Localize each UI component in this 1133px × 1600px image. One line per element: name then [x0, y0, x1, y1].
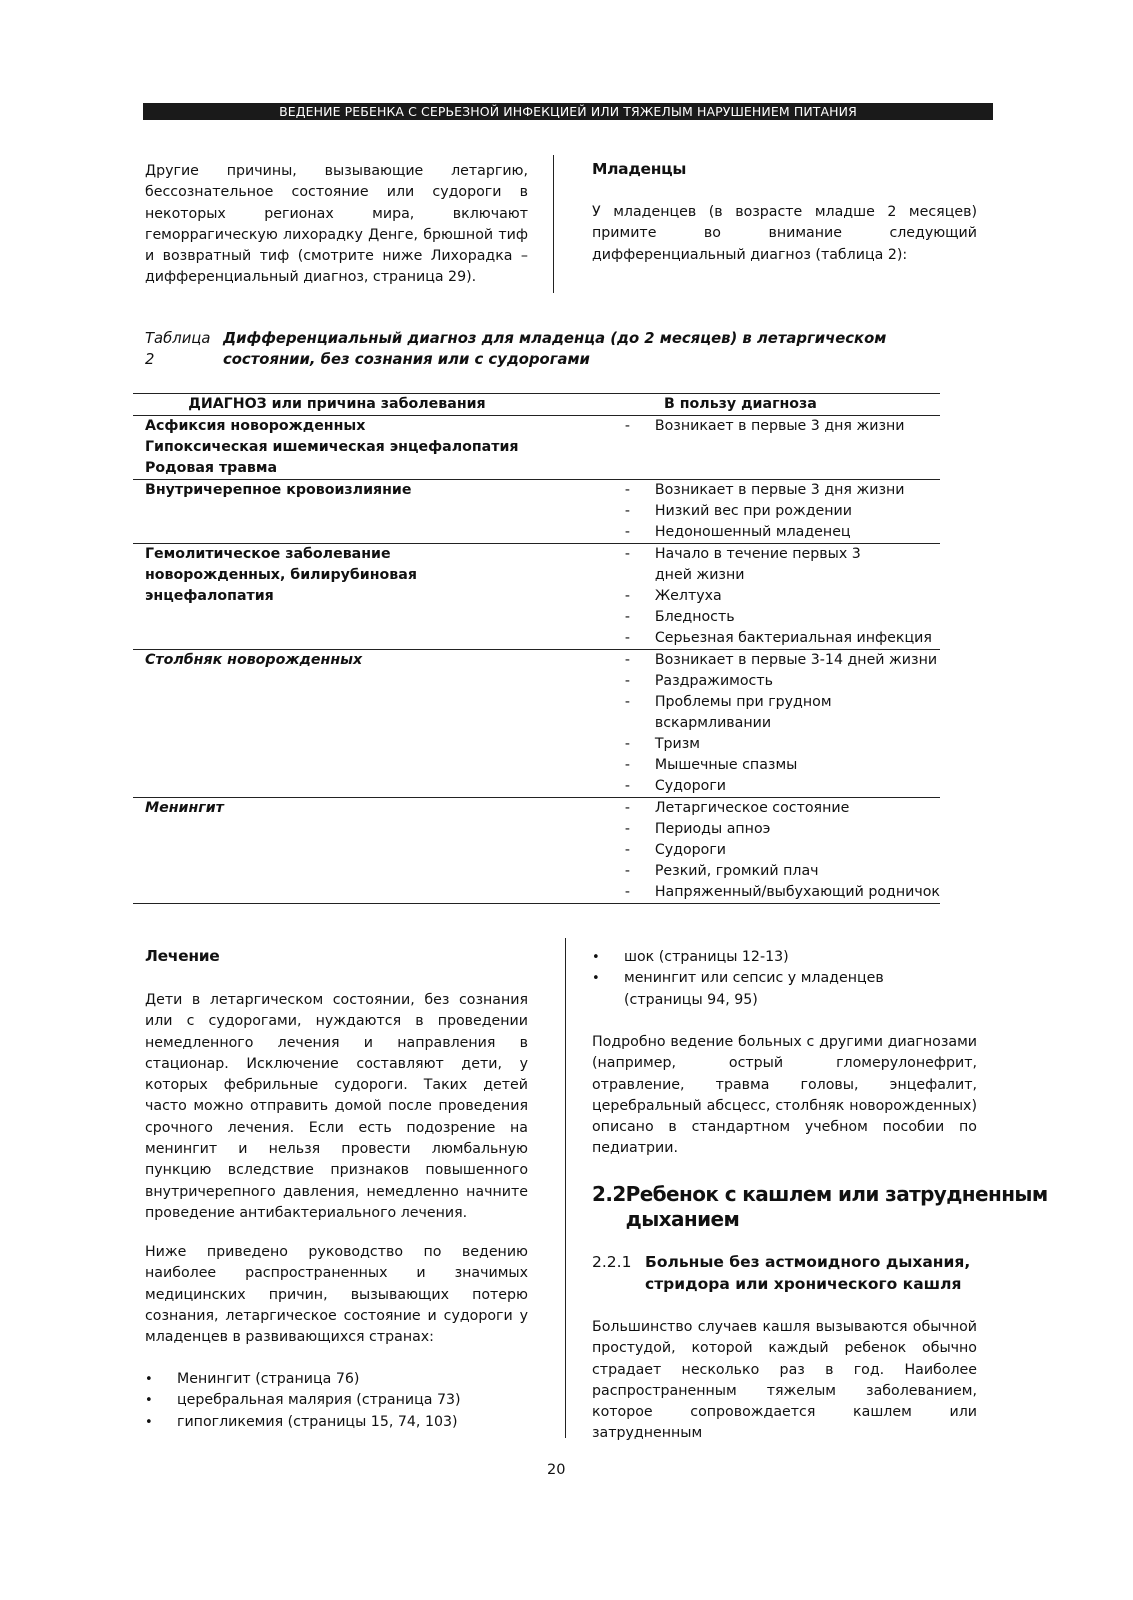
running-header: ВЕДЕНИЕ РЕБЕНКА С СЕРЬЕЗНОЙ ИНФЕКЦИЕЙ ИЛИ ТЯЖЕЛЫМ НАРУШЕНИЕМ ПИТАНИЯ	[143, 103, 993, 120]
column-divider-top	[553, 155, 554, 293]
diagnosis-name: Родовая травма	[145, 460, 278, 476]
subsection-title-text	[645, 1251, 984, 1295]
list-item: • церебральная малярия (страница 73)	[145, 1390, 528, 1411]
table-row	[133, 480, 940, 544]
cough-paragraph: Большинство случаев кашля вызываются обычной простудой, которой каждый ребенок обычно страдает несколько раз в год. Наиболее распространенным тяжелым заболеванием, которое сопровождается кашлем или затрудненным	[592, 1319, 977, 1442]
guidance-paragraph: Ниже приведено руководство по ведению наиболее распространенных и значимых медицинских причин, вызывающих потерю сознания, летаргическое состояние и судороги у младенцев в развивающихся странах:	[145, 1244, 528, 1346]
column-divider-bottom	[565, 938, 566, 1438]
page-number: 20	[547, 1462, 566, 1478]
table-row	[133, 650, 940, 798]
criteria-cell	[541, 416, 940, 480]
criteria-cell	[541, 544, 940, 650]
criteria-cell	[541, 650, 940, 798]
intro-paragraph: Другие причины, вызывающие летаргию, бессознательное состояние или судороги в некоторых регионах мира, включают геморрагическую лихорадку Денге, брюшной тиф и возвратный тиф (смотрите ниже Лихорадка – дифференциальный диагноз, страница 29).	[145, 163, 528, 286]
criterion-item: - Проблемы при грудном вскармливании	[623, 692, 833, 734]
table-row	[133, 544, 940, 650]
table-row	[133, 798, 940, 904]
diagnosis-cell	[133, 650, 541, 798]
list-item: • менингит или сепсис у младенцев (страницы 94, 95)	[592, 968, 962, 1011]
section-title-line: Ребенок с кашлем или затрудненным	[625, 1182, 1048, 1206]
diagnosis-cell	[133, 798, 541, 904]
subsection-number: 2.2.1	[592, 1253, 632, 1271]
more-causes-list	[592, 947, 962, 1011]
criterion-item: - Тризм	[623, 734, 833, 755]
criterion-item: - Возникает в первые 3-14 дней жизни	[623, 650, 833, 671]
diagnosis-cell	[133, 544, 541, 650]
subsection-title-line: Больные без астмоидного дыхания,	[645, 1253, 971, 1271]
table-row	[133, 416, 940, 480]
diagnosis-cell	[133, 480, 541, 544]
infants-heading: Младенцы	[592, 160, 687, 178]
table-caption-text: Дифференциальный диагноз для младенца (до 2 месяцев) в летаргическом состоянии, без сознания или с судорогами	[223, 330, 887, 368]
subsection-title-line: стридора или хронического кашля	[645, 1275, 962, 1293]
criterion-item: - Напряженный/выбухающий родничок	[623, 882, 940, 903]
diagnosis-cell	[133, 416, 541, 480]
table-caption	[145, 328, 935, 370]
diagnosis-name: Гемолитическое заболевание новорожденных, билирубиновая энцефалопатия	[145, 546, 417, 604]
infants-paragraph: У младенцев (в возрасте младше 2 месяцев) примите во внимание следующий дифференциальный диагноз (таблица 2):	[592, 204, 977, 263]
criterion-item: - Резкий, громкий плач	[623, 861, 940, 882]
criterion-item: - Судороги	[623, 776, 833, 797]
treatment-heading: Лечение	[145, 947, 220, 965]
criterion-item: - Судороги	[623, 840, 940, 861]
criterion-item: - Бледность	[623, 607, 863, 628]
diagnosis-name: Столбняк новорожденных	[145, 652, 363, 668]
col-header-diagnosis: ДИАГНОЗ или причина заболевания	[133, 394, 541, 416]
criterion-item: - Периоды апноэ	[623, 819, 940, 840]
causes-list	[145, 1369, 528, 1433]
criteria-cell	[541, 480, 940, 544]
criteria-cell	[541, 798, 940, 904]
section-title	[592, 1182, 1048, 1232]
diagnosis-name: Гипоксическая ишемическая энцефалопатия	[145, 439, 519, 455]
list-item: • шок (страницы 12-13)	[592, 947, 962, 968]
treatment-paragraph: Дети в летаргическом состоянии, без сознания или с судорогами, нуждаются в проведении немедленного лечения и направления в стационар. Исключение составляют дети, у которых фебрильные судороги. Таких детей часто можно отправить домой после проведения срочного лечения. Если есть подозрение на менингит и нельзя провести люмбальную пункцию вследствие признаков повышенного внутричерепного давления, немедленно начните проведение антибактериального лечения.	[145, 992, 528, 1221]
criterion-item: - Недоношенный младенец	[623, 522, 940, 543]
table-header-row	[133, 394, 940, 416]
criterion-item: - Летаргическое состояние	[623, 798, 940, 819]
criterion-item: - Раздражимость	[623, 671, 833, 692]
criterion-item: - Серьезная бактериальная инфекция	[623, 628, 863, 649]
subsection-title	[592, 1251, 984, 1295]
section-title-text	[626, 1182, 1048, 1232]
diagnosis-name: Внутричерепное кровоизлияние	[145, 482, 412, 498]
criterion-item: - Возникает в первые 3 дня жизни	[623, 480, 940, 501]
criterion-item: - Желтуха	[623, 586, 863, 607]
criterion-item: - Мышечные спазмы	[623, 755, 833, 776]
col-header-support: В пользу диагноза	[541, 394, 940, 416]
table-caption-label: Таблица 2	[145, 330, 211, 368]
differential-diagnosis-table	[133, 393, 940, 904]
other-diagnoses-paragraph: Подробно ведение больных с другими диагнозами (например, острый гломерулонефрит, отравление, травма головы, энцефалит, церебральный абсцесс, столбняк новорожденных) описано в стандартном учебном пособии по педиатрии.	[592, 1034, 977, 1157]
list-item: • Менингит (страница 76)	[145, 1369, 528, 1390]
diagnosis-name: Асфиксия новорожденных	[145, 418, 366, 434]
criterion-item: - Возникает в первые 3 дня жизни	[623, 416, 940, 437]
criterion-item: - Низкий вес при рождении	[623, 501, 940, 522]
list-item: • гипогликемия (страницы 15, 74, 103)	[145, 1412, 528, 1433]
criterion-item: - Начало в течение первых 3 дней жизни	[623, 544, 863, 586]
section-title-line: дыханием	[625, 1207, 740, 1231]
diagnosis-name: Менингит	[145, 800, 224, 816]
section-number: 2.2	[592, 1182, 626, 1206]
